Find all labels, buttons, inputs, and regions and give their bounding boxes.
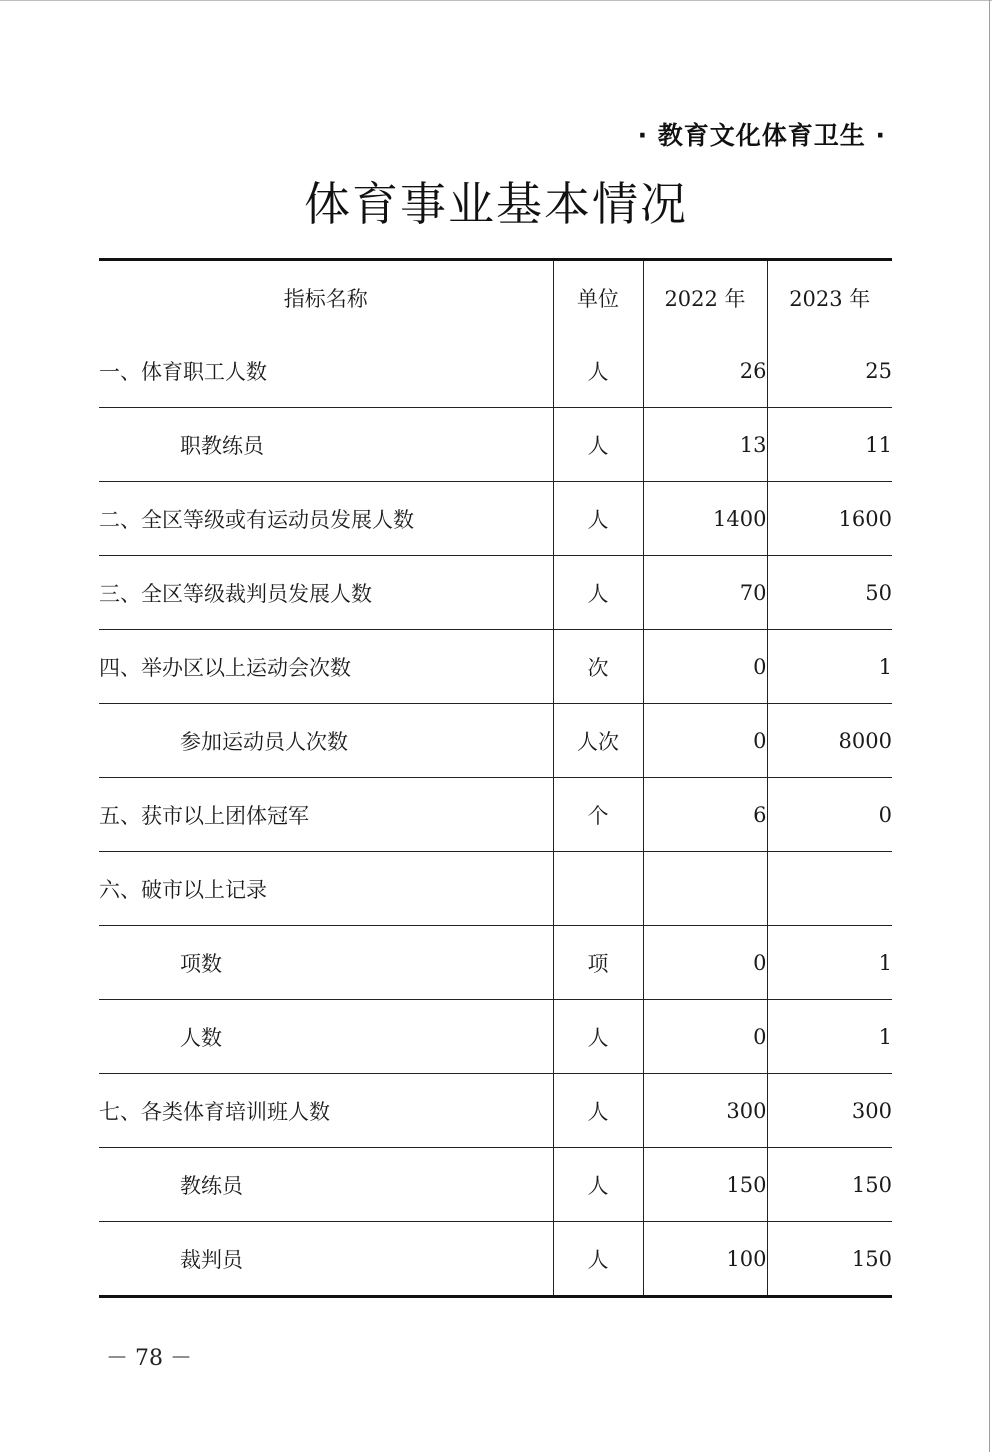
value-2022: 6 bbox=[643, 778, 767, 852]
value-2023: 1600 bbox=[767, 482, 892, 556]
table-row bbox=[99, 630, 892, 704]
table-header-row bbox=[99, 260, 892, 335]
table-row bbox=[99, 1000, 892, 1074]
value-2023: 1 bbox=[767, 926, 892, 1000]
value-2022: 70 bbox=[643, 556, 767, 630]
value-2022: 100 bbox=[643, 1222, 767, 1297]
indicator-name: 二、全区等级或有运动员发展人数 bbox=[99, 482, 553, 556]
table-row bbox=[99, 482, 892, 556]
table-row bbox=[99, 852, 892, 926]
unit-cell: 人 bbox=[553, 408, 643, 482]
indicator-name: 职教练员 bbox=[99, 408, 553, 482]
unit-cell: 项 bbox=[553, 926, 643, 1000]
value-2023 bbox=[767, 852, 892, 926]
indicator-name: 七、各类体育培训班人数 bbox=[99, 1074, 553, 1148]
unit-cell: 人 bbox=[553, 482, 643, 556]
page-number: － 78 － bbox=[106, 1346, 192, 1371]
unit-cell: 人 bbox=[553, 1074, 643, 1148]
table-row bbox=[99, 1148, 892, 1222]
section-header: · 教育文化体育卫生 · bbox=[637, 121, 886, 150]
value-2022: 300 bbox=[643, 1074, 767, 1148]
value-2023: 150 bbox=[767, 1222, 892, 1297]
value-2022: 150 bbox=[643, 1148, 767, 1222]
column-header-unit: 单位 bbox=[553, 260, 643, 335]
value-2023: 300 bbox=[767, 1074, 892, 1148]
value-2022: 26 bbox=[643, 334, 767, 408]
column-header-2023: 2023 年 bbox=[767, 260, 892, 335]
unit-cell: 人 bbox=[553, 334, 643, 408]
table-row bbox=[99, 1222, 892, 1297]
indicator-name: 参加运动员人次数 bbox=[99, 704, 553, 778]
indicator-name: 项数 bbox=[99, 926, 553, 1000]
indicator-name: 人数 bbox=[99, 1000, 553, 1074]
unit-cell: 人 bbox=[553, 1222, 643, 1297]
indicator-name: 裁判员 bbox=[180, 1247, 243, 1272]
value-2023: 25 bbox=[767, 334, 892, 408]
page-top-border bbox=[0, 0, 992, 1]
value-2022 bbox=[643, 852, 767, 926]
value-2023: 1 bbox=[767, 1000, 892, 1074]
value-2022: 1400 bbox=[643, 482, 767, 556]
indicator-name: 六、破市以上记录 bbox=[99, 852, 553, 926]
table-row bbox=[99, 704, 892, 778]
table-row bbox=[99, 1074, 892, 1148]
table-row bbox=[99, 408, 892, 482]
column-header-indicator: 指标名称 bbox=[283, 286, 368, 311]
unit-cell: 人 bbox=[553, 1000, 643, 1074]
indicator-name: 教练员 bbox=[99, 1148, 553, 1222]
value-2023: 8000 bbox=[767, 704, 892, 778]
page-title: 体育事业基本情况 bbox=[304, 177, 688, 231]
unit-cell: 人次 bbox=[553, 704, 643, 778]
unit-cell bbox=[553, 852, 643, 926]
unit-cell: 次 bbox=[553, 630, 643, 704]
value-2022: 0 bbox=[643, 704, 767, 778]
value-2023: 11 bbox=[767, 408, 892, 482]
indicator-name: 三、全区等级裁判员发展人数 bbox=[99, 556, 553, 630]
table-row bbox=[99, 778, 892, 852]
value-2023: 1 bbox=[767, 630, 892, 704]
value-2022: 0 bbox=[643, 926, 767, 1000]
value-2022: 13 bbox=[643, 408, 767, 482]
indicator-name: 四、举办区以上运动会次数 bbox=[99, 630, 553, 704]
indicator-name: 五、获市以上团体冠军 bbox=[99, 778, 553, 852]
unit-cell: 人 bbox=[553, 556, 643, 630]
table-row bbox=[99, 334, 892, 408]
sports-statistics-table bbox=[99, 258, 892, 1298]
table-row bbox=[99, 926, 892, 1000]
table-row bbox=[99, 556, 892, 630]
value-2022: 0 bbox=[643, 630, 767, 704]
value-2023: 50 bbox=[767, 556, 892, 630]
value-2023: 150 bbox=[767, 1148, 892, 1222]
unit-cell: 人 bbox=[553, 1148, 643, 1222]
column-header-2022: 2022 年 bbox=[643, 260, 767, 335]
value-2022: 0 bbox=[643, 1000, 767, 1074]
unit-cell: 个 bbox=[553, 778, 643, 852]
indicator-name: 一、体育职工人数 bbox=[99, 334, 553, 408]
value-2023: 0 bbox=[767, 778, 892, 852]
